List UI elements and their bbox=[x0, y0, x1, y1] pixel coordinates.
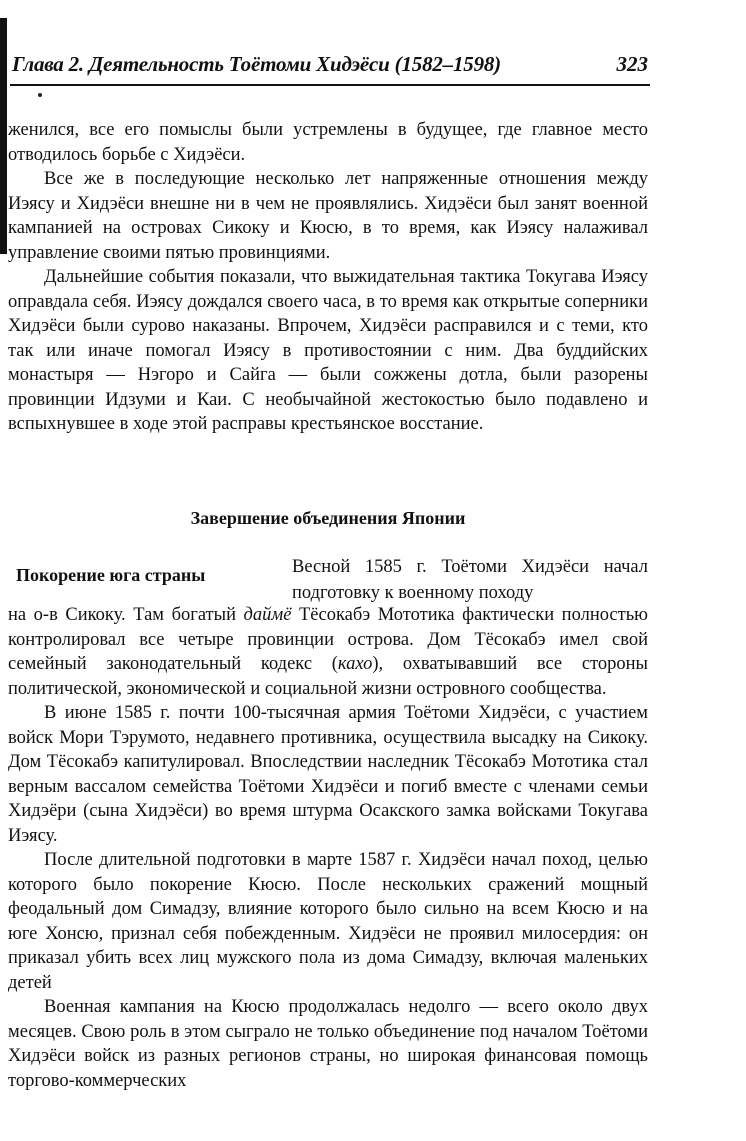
paragraph: В июне 1585 г. почти 100-тысячная армия Тоётоми Хидэёси, с участием войск Мори Тэрумото, недавнего противника, осуществила высадку на Сикоку. Дом Тёсокабэ капитулировал. Впоследствии наследник Тёсокабэ Мототика стал верным вассалом семейства Тоётоми Хидэёси и погиб вместе с членами семьи Хидэёри (сына Хидэёси) во время штурма Осакского замка войсками Токугава Иэясу. bbox=[8, 703, 648, 846]
paragraph-continued: женился, все его помыслы были устремлены в будущее, где главное место отводилось борьбе с Хидэёси. bbox=[8, 120, 648, 165]
term-daimyo: даймё bbox=[243, 605, 292, 625]
page-number: 323 bbox=[616, 52, 648, 76]
text-run: на о-в Сикоку. Там богатый bbox=[8, 605, 244, 625]
main-text bbox=[8, 603, 648, 1093]
lead-paragraph: Весной 1585 г. Тоётоми Хидэёси начал подготовку к военному походу bbox=[292, 557, 648, 603]
paragraph-continued bbox=[8, 603, 648, 701]
paragraph: Дальнейшие события показали, что выжидательная тактика Токугава Иэясу оправдала себя. Иэясу дождался своего часа, в то время как открытые соперники Хидэёси были сурово наказаны. Впрочем, Хидэёси расправился и с теми, кто так или иначе помогал Иэясу в противостоянии с ним. Два буддийских монастыря — Нэгоро и Сайга — были сожжены дотла, были разорены провинции Идзуми и Каи. С необычайной жестокостью было подавлено и вспыхнувшее в ходе этой расправы крестьянское восстание. bbox=[8, 267, 648, 434]
subsection-heading: Покорение юга страны bbox=[16, 565, 206, 585]
paragraph: Военная кампания на Кюсю продолжалась недолго — всего около двух месяцев. Свою роль в этом сыграло не только объединение под началом Тоётоми Хидэёси войск из разных регионов страны, но широкая финансовая помощь торгово-коммерческих bbox=[8, 997, 648, 1091]
chapter-title: Глава 2. Деятельность Тоётоми Хидэёси (1582–1598) bbox=[12, 52, 501, 76]
text-run: Тёсокабэ Мототика фактически полностью контролировал все четыре провинции острова. Дом Тёсокабэ имел свой семейный законодательный кодекс ( bbox=[8, 605, 648, 674]
scan-edge-shadow bbox=[0, 18, 7, 254]
term-kaho: кахо bbox=[337, 654, 373, 674]
intro-text bbox=[8, 118, 648, 437]
running-header bbox=[10, 50, 650, 86]
scan-speck bbox=[38, 93, 42, 97]
paragraph: После длительной подготовки в марте 1587 г. Хидэёси начал поход, целью которого было покорение Кюсю. После нескольких сражений мощный феодальный дом Симадзу, влияние которого было сильно на всем Кюсю и на юге Хонсю, признал себя побежденным. Хидэёси не проявил милосердия: он приказал убить всех лиц мужского пола из дома Симадзу, включая маленьких детей bbox=[8, 850, 648, 993]
paragraph: Все же в последующие несколько лет напряженные отношения между Иэясу и Хидэёси внешне ни в чем не проявлялись. Хидэёси был занят военной кампанией на островах Сикоку и Кюсю, в то время, как Иэясу налаживал управление своими пятью провинциями. bbox=[8, 169, 648, 263]
text-run: ), охватывавший все стороны политической, экономической и социальной жизни островного сообщества. bbox=[8, 654, 648, 699]
section-heading: Завершение объединения Японии bbox=[190, 508, 466, 528]
